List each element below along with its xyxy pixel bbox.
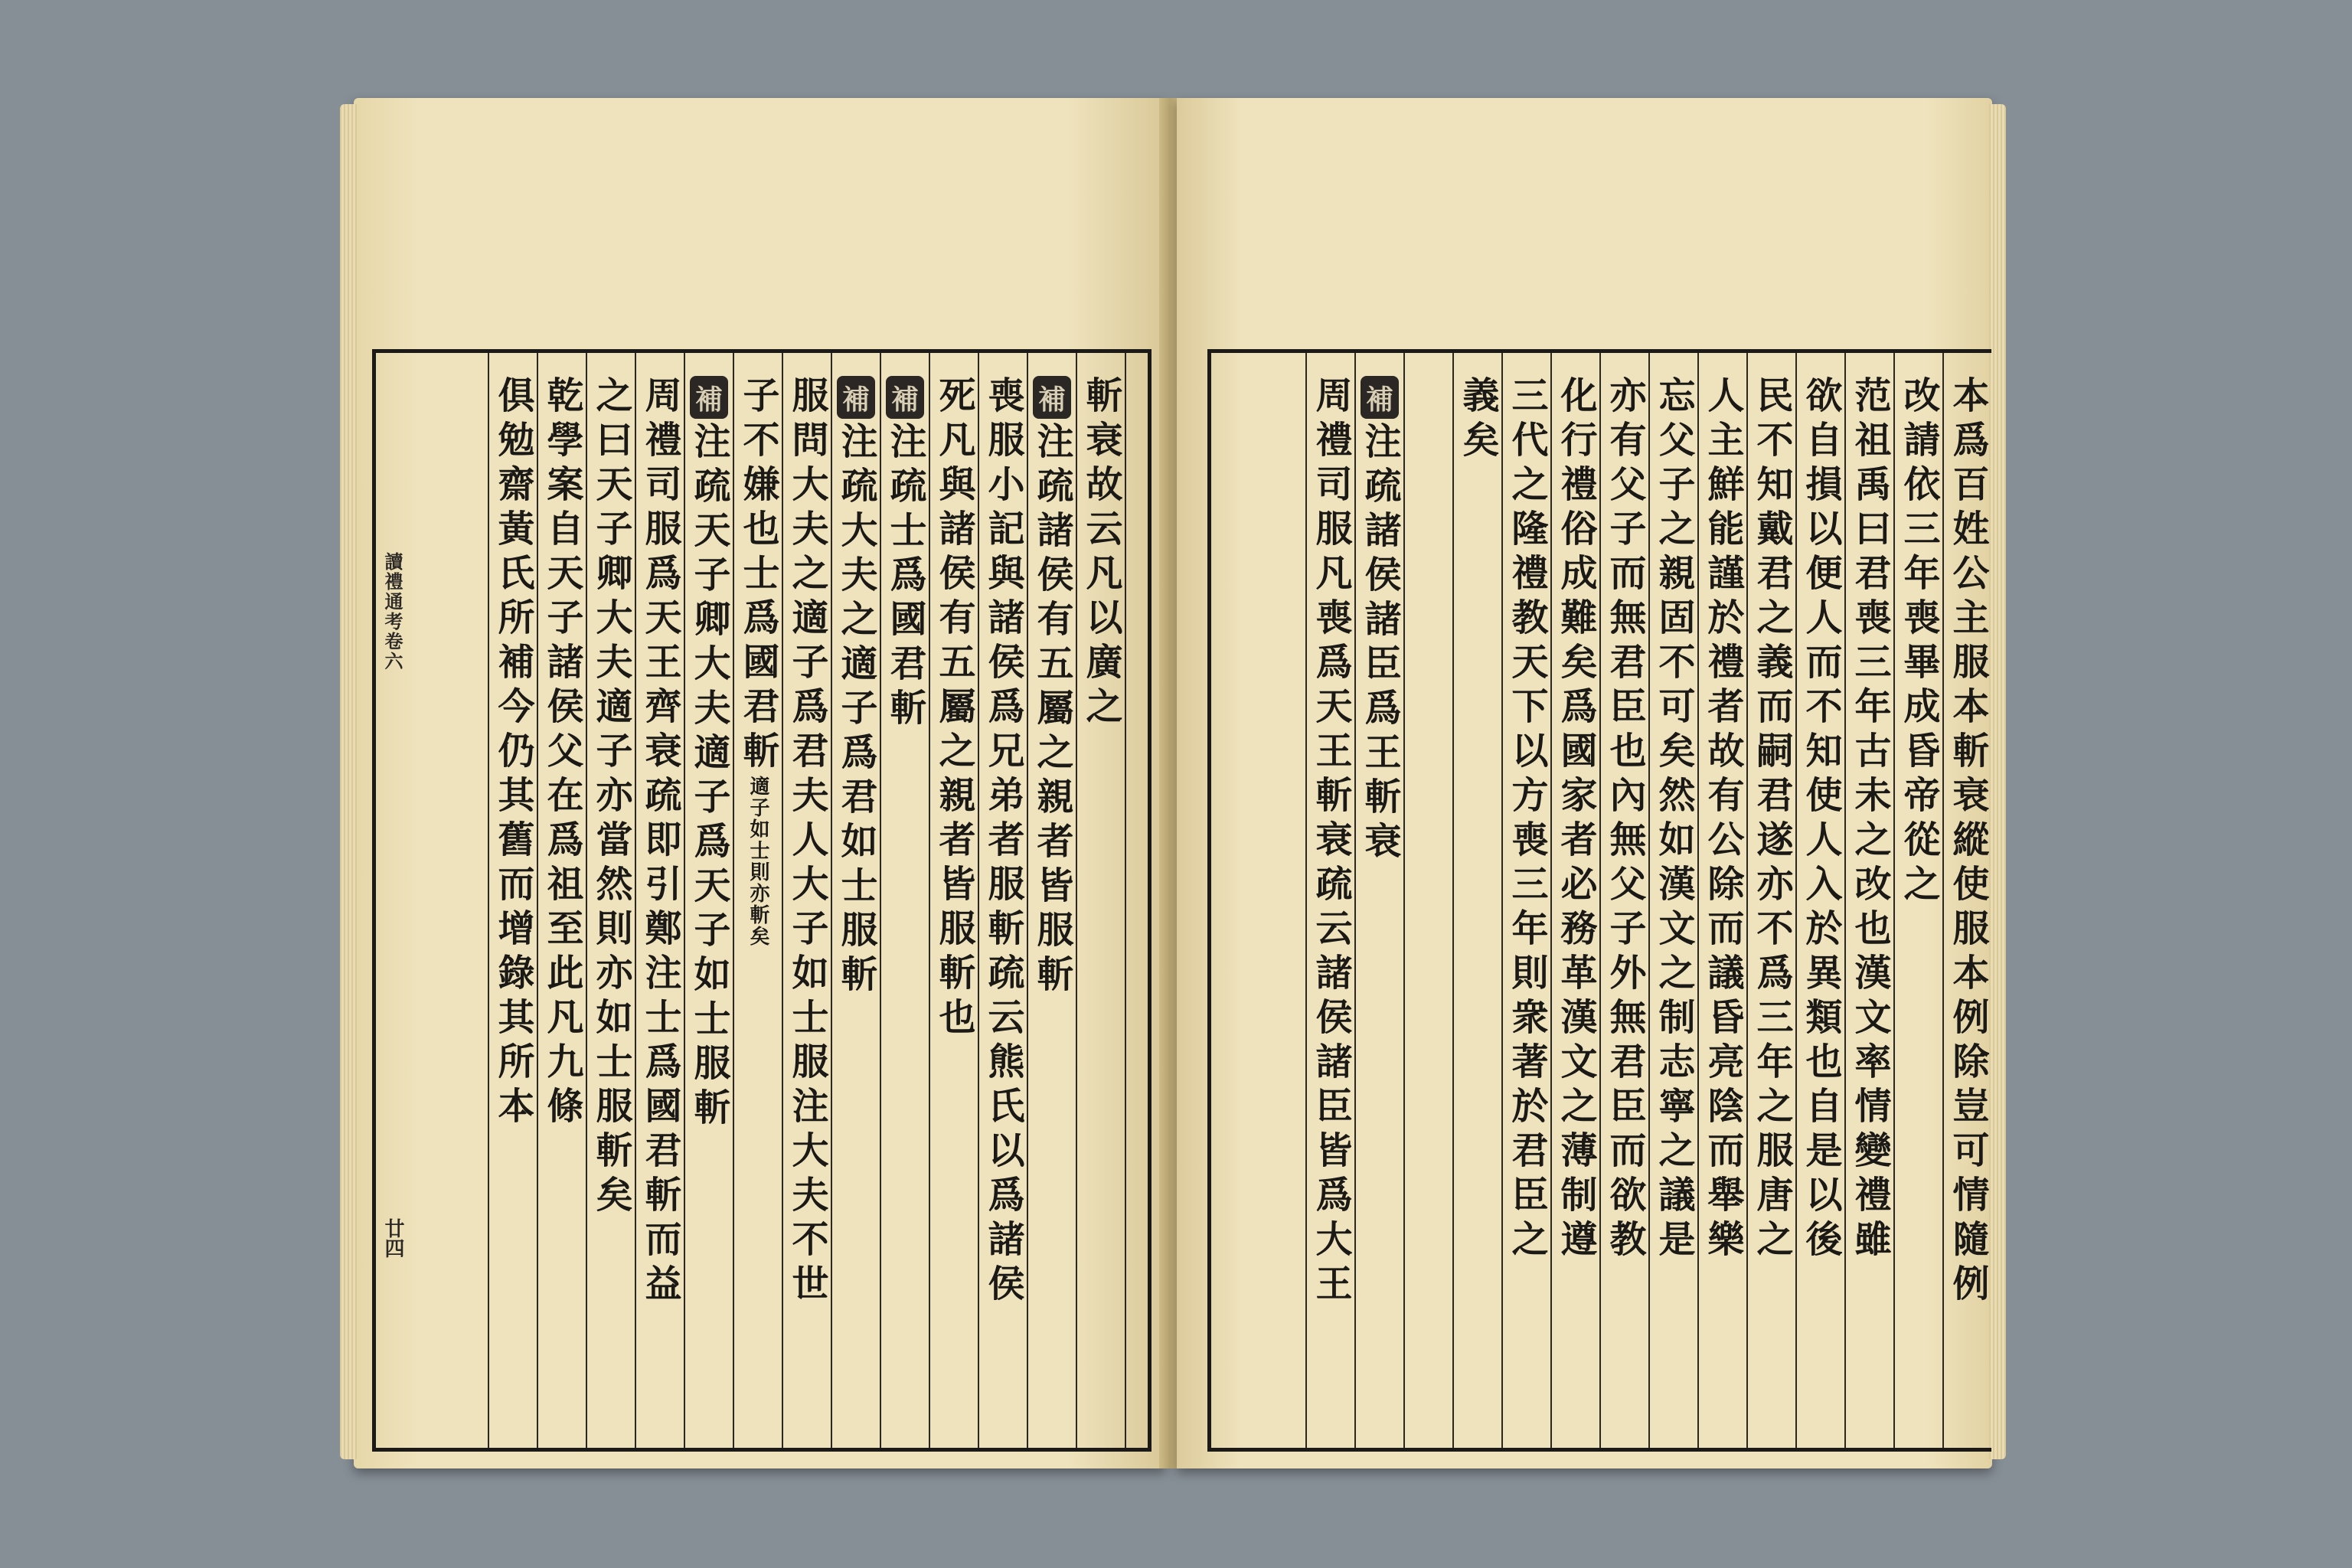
left-column bbox=[733, 353, 782, 1448]
left-column bbox=[488, 353, 537, 1448]
right-column bbox=[1305, 353, 1354, 1448]
left-column bbox=[635, 353, 684, 1448]
right-column bbox=[1354, 353, 1403, 1448]
right-column bbox=[1942, 353, 1991, 1448]
interlinear-note: 適子如士則亦斬矣 bbox=[746, 776, 769, 947]
left-columns bbox=[376, 353, 1125, 1448]
right-column bbox=[1648, 353, 1697, 1448]
right-column bbox=[1844, 353, 1893, 1448]
left-running-title: 讀禮通考卷六 bbox=[381, 552, 403, 671]
column-text: 注疏大夫之適子爲君如士服斬 bbox=[835, 422, 877, 999]
open-book bbox=[354, 98, 1992, 1476]
bu-marker-badge: 補 bbox=[886, 376, 924, 419]
left-column bbox=[782, 353, 831, 1448]
left-column bbox=[684, 353, 733, 1448]
column-text: 義矣 bbox=[1456, 376, 1499, 465]
column-text: 忘父子之親固不可矣然如漢文之制志寧之議是 bbox=[1652, 376, 1695, 1264]
left-page bbox=[354, 98, 1165, 1468]
bu-marker-badge: 補 bbox=[1033, 376, 1071, 419]
left-column bbox=[831, 353, 880, 1448]
right-column bbox=[1501, 353, 1550, 1448]
column-text: 改請依三年喪畢成昏帝從之 bbox=[1897, 376, 1940, 909]
bu-marker-badge: 補 bbox=[690, 376, 728, 419]
column-text: 三代之隆禮教天下以方喪三年則衆著於君臣之 bbox=[1505, 376, 1548, 1264]
left-column bbox=[880, 353, 929, 1448]
column-text: 死凡與諸侯有五屬之親者皆服斬也 bbox=[933, 376, 975, 1042]
right-column bbox=[1403, 353, 1452, 1448]
page-edge-right bbox=[1989, 104, 2006, 1459]
right-column bbox=[1893, 353, 1942, 1448]
column-text: 注疏士爲國君斬 bbox=[884, 422, 926, 733]
right-column bbox=[1550, 353, 1599, 1448]
left-margin-strip bbox=[1125, 353, 1148, 1448]
column-text: 注疏天子卿大夫適子爲天子如士服斬 bbox=[688, 422, 730, 1132]
left-column bbox=[537, 353, 586, 1448]
left-column bbox=[1076, 353, 1125, 1448]
right-text-frame bbox=[1207, 349, 1991, 1452]
bu-marker-badge: 補 bbox=[1361, 376, 1399, 419]
column-text: 服問大夫之適子爲君夫人大子如士服注大夫不世 bbox=[786, 376, 828, 1308]
column-text: 周禮司服爲天王齊衰疏即引鄭注士爲國君斬而益 bbox=[639, 376, 681, 1308]
right-column bbox=[1746, 353, 1795, 1448]
column-text: 斬衰故云凡以廣之 bbox=[1080, 376, 1122, 731]
right-columns bbox=[1220, 353, 1991, 1448]
left-column bbox=[1027, 353, 1076, 1448]
page-edge-left bbox=[340, 104, 357, 1459]
left-column bbox=[929, 353, 978, 1448]
column-text: 人主鮮能謹於禮者故有公除而議昏亮陰而舉樂 bbox=[1701, 376, 1744, 1264]
column-text: 欲自損以便人而不知使人入於異類也自是以後 bbox=[1799, 376, 1842, 1264]
column-text: 乾學案自天子諸侯父在爲祖至此凡九條 bbox=[541, 376, 583, 1131]
column-text: 俱勉齋黃氏所補今仍其舊而增錄其所本 bbox=[492, 376, 534, 1131]
left-column bbox=[586, 353, 635, 1448]
right-column bbox=[1697, 353, 1746, 1448]
column-text: 化行禮俗成難矣爲國家者必務革漢文之薄制遵 bbox=[1554, 376, 1597, 1264]
left-column bbox=[978, 353, 1027, 1448]
column-text: 周禮司服凡喪爲天王斬衰疏云諸侯諸臣皆爲大王 bbox=[1309, 376, 1352, 1308]
left-page-number: 廿四 bbox=[381, 1218, 404, 1258]
right-column bbox=[1452, 353, 1501, 1448]
bu-marker-badge: 補 bbox=[837, 376, 875, 419]
column-text: 之曰天子卿大夫適子亦當然則亦如士服斬矣 bbox=[590, 376, 632, 1220]
column-text: 喪服小記與諸侯爲兄弟者服斬疏云熊氏以爲諸侯 bbox=[982, 376, 1024, 1308]
right-column bbox=[1795, 353, 1844, 1448]
column-text: 注疏諸侯有五屬之親者皆服斬 bbox=[1031, 422, 1073, 999]
column-text: 范祖禹曰君喪三年古未之改也漢文率情變禮雖 bbox=[1848, 376, 1891, 1264]
right-column bbox=[1599, 353, 1648, 1448]
column-text: 亦有父子而無君臣也內無父子外無君臣而欲教 bbox=[1603, 376, 1646, 1264]
column-text: 本爲百姓公主服本斬衰縱使服本例除豈可情隨例 bbox=[1946, 376, 1989, 1308]
column-text: 注疏諸侯諸臣爲王斬衰 bbox=[1358, 422, 1401, 866]
left-text-frame bbox=[372, 349, 1152, 1452]
column-text: 民不知戴君之義而嗣君遂亦不爲三年之服唐之 bbox=[1750, 376, 1793, 1264]
column-text: 子不嫌也士爲國君斬 bbox=[737, 376, 779, 776]
